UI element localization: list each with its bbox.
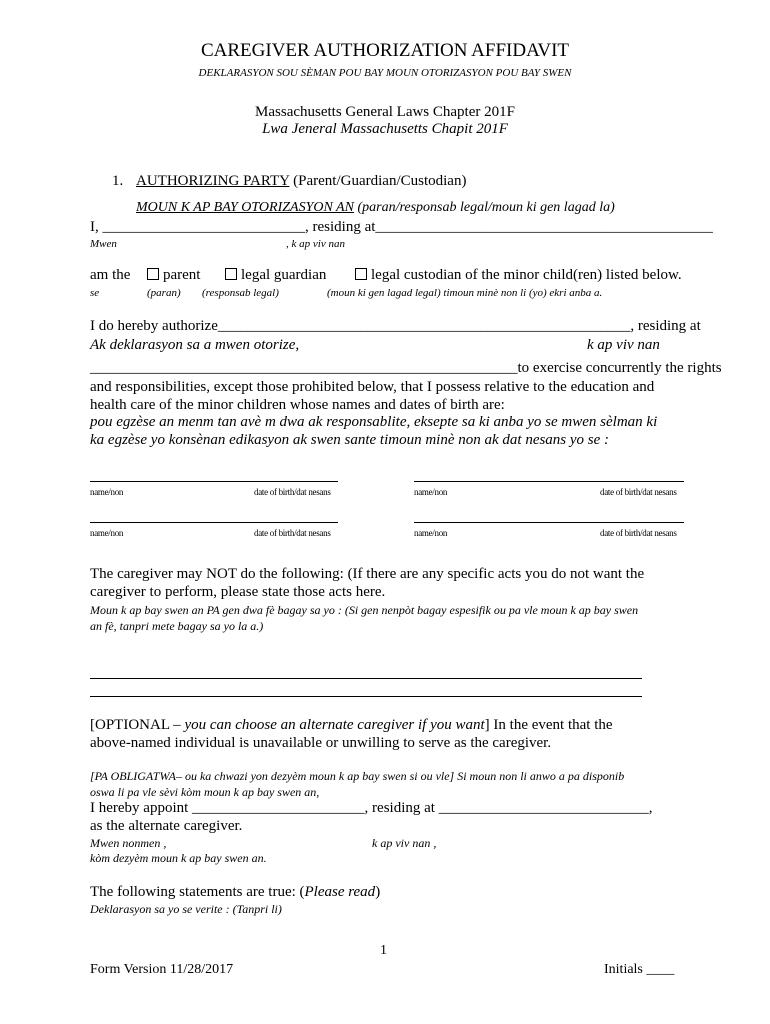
- child-4-dob-label: date of birth/dat nesans: [600, 528, 677, 538]
- appoint-line[interactable]: I hereby appoint _______________________, residing at ____________________________,: [90, 800, 653, 816]
- page-title: CAREGIVER AUTHORIZATION AFFIDAVIT: [200, 40, 570, 61]
- prohibited-acts-line-1[interactable]: [90, 678, 642, 679]
- prohibited-creole-1: Moun k ap bay swen an PA gen dwa fè bagay sa yo : (Si gen nenpòt bagay espesifik ou pa vle moun k ap bay swen: [90, 603, 639, 617]
- appoint-creole-residing: k ap viv nan ,: [372, 836, 437, 850]
- parent-creole: (paran): [147, 287, 181, 299]
- section-heading-creole: [136, 200, 615, 216]
- optional-open: [OPTIONAL –: [90, 717, 185, 733]
- section-number: 1.: [112, 173, 124, 189]
- am-the-creole: se: [90, 287, 100, 299]
- statements-heading: [90, 884, 380, 901]
- custodian-option[interactable]: [355, 267, 682, 284]
- custodian-checkbox[interactable]: [355, 268, 367, 280]
- child-1-name-label: name/non: [90, 487, 124, 497]
- optional-close: ] In the event that the: [484, 717, 613, 733]
- prohibited-line-2: caregiver to perform, please state those acts here.: [90, 584, 386, 600]
- guardian-label: legal guardian: [241, 267, 327, 283]
- authorizing-name-residence-line[interactable]: I, ___________________________, residing at_____________________________________________: [90, 219, 713, 235]
- page-title-creole: DEKLARASYON SOU SÈMAN POU BAY MOUN OTORIZASYON POU BAY SWEN: [198, 67, 572, 79]
- child-2-name-label: name/non: [414, 487, 448, 497]
- appoint-creole-2: kòm dezyèm moun k ap bay swen an.: [90, 851, 267, 865]
- law-reference: Massachusetts General Laws Chapter 201F: [255, 104, 515, 120]
- law-reference-creole: Lwa Jeneral Massachusetts Chapit 201F: [262, 121, 508, 137]
- statements-italic: Please read: [304, 884, 376, 900]
- section-heading-creole-sub: (paran/responsab legal/moun ki gen lagad la): [353, 200, 615, 215]
- authorize-line[interactable]: I do hereby authorize_______________________________________________________, residing at: [90, 318, 701, 334]
- optional-creole-2: oswa li pa vle sèvi kòm moun k ap bay swen an,: [90, 785, 320, 799]
- custodian-creole: (moun ki gen lagad legal) timoun minè non li (yo) ekri anba a.: [327, 287, 603, 299]
- child-1-dob-label: date of birth/dat nesans: [254, 487, 331, 497]
- child-2-dob-label: date of birth/dat nesans: [600, 487, 677, 497]
- section-heading-main: AUTHORIZING PARTY: [136, 173, 290, 189]
- parent-checkbox[interactable]: [147, 268, 159, 280]
- page-number: 1: [380, 943, 387, 958]
- section-heading: [136, 173, 466, 190]
- custodian-label: legal custodian of the minor child(ren) listed below.: [371, 267, 682, 283]
- child-4-name-label: name/non: [414, 528, 448, 538]
- section-heading-creole-main: MOUN K AP BAY OTORIZASYON AN: [136, 200, 354, 215]
- parent-option[interactable]: [147, 267, 200, 284]
- child-2-line[interactable]: [414, 481, 684, 482]
- rights-creole-2: ka egzèse yo konsènan edikasyon ak swen sante timoun minè non ak dat nesans yo se :: [90, 432, 610, 448]
- authorizing-name-creole: Mwen: [90, 238, 117, 250]
- section-heading-sub: (Parent/Guardian/Custodian): [289, 173, 467, 189]
- child-1-line[interactable]: [90, 481, 338, 482]
- prohibited-line-1: The caregiver may NOT do the following: (If there are any specific acts you do not want the: [90, 566, 645, 582]
- am-the-label: am the: [90, 267, 131, 283]
- statements-creole: Deklarasyon sa yo se verite : (Tanpri li): [90, 902, 282, 916]
- optional-line-2: above-named individual is unavailable or unwilling to serve as the caregiver.: [90, 735, 552, 751]
- child-3-dob-label: date of birth/dat nesans: [254, 528, 331, 538]
- authorize-residing-creole: k ap viv nan: [587, 337, 660, 353]
- statements-close: ): [375, 884, 381, 900]
- optional-italic: you can choose an alternate caregiver if you want: [184, 717, 485, 733]
- form-version: Form Version 11/28/2017: [90, 962, 234, 977]
- optional-line-1: [90, 717, 613, 734]
- rights-creole-1: pou egzèse an menm tan avè m dwa ak responsablite, eksepte sa ki anba yo se mwen sèlman ki: [90, 414, 658, 430]
- statements-text: The following statements are true: (: [90, 884, 305, 900]
- child-3-line[interactable]: [90, 522, 338, 523]
- initials-field[interactable]: Initials ____: [604, 962, 675, 977]
- appoint-line-2: as the alternate caregiver.: [90, 818, 243, 834]
- residing-creole: , k ap viv nan: [286, 238, 345, 250]
- prohibited-acts-line-2[interactable]: [90, 696, 642, 697]
- parent-label: parent: [163, 267, 201, 283]
- rights-line-2: and responsibilities, except those prohibited below, that I possess relative to the education and: [90, 379, 655, 395]
- rights-line-3: health care of the minor children whose names and dates of birth are:: [90, 397, 505, 413]
- rights-line-1[interactable]: _________________________________________________________to exercise concurrently the rights: [90, 360, 722, 376]
- optional-creole-1: [PA OBLIGATWA– ou ka chwazi yon dezyèm moun k ap bay swen si ou vle] Si moun non li anwo a pa disponib: [90, 769, 625, 783]
- prohibited-creole-2: an fè, tanpri mete bagay sa yo la a.): [90, 619, 264, 633]
- guardian-option[interactable]: [225, 267, 326, 284]
- guardian-creole: (responsab legal): [202, 287, 279, 299]
- guardian-checkbox[interactable]: [225, 268, 237, 280]
- authorize-creole: Ak deklarasyon sa a mwen otorize,: [90, 337, 300, 353]
- appoint-creole-name: Mwen nonmen ,: [90, 836, 167, 850]
- child-4-line[interactable]: [414, 522, 684, 523]
- child-3-name-label: name/non: [90, 528, 124, 538]
